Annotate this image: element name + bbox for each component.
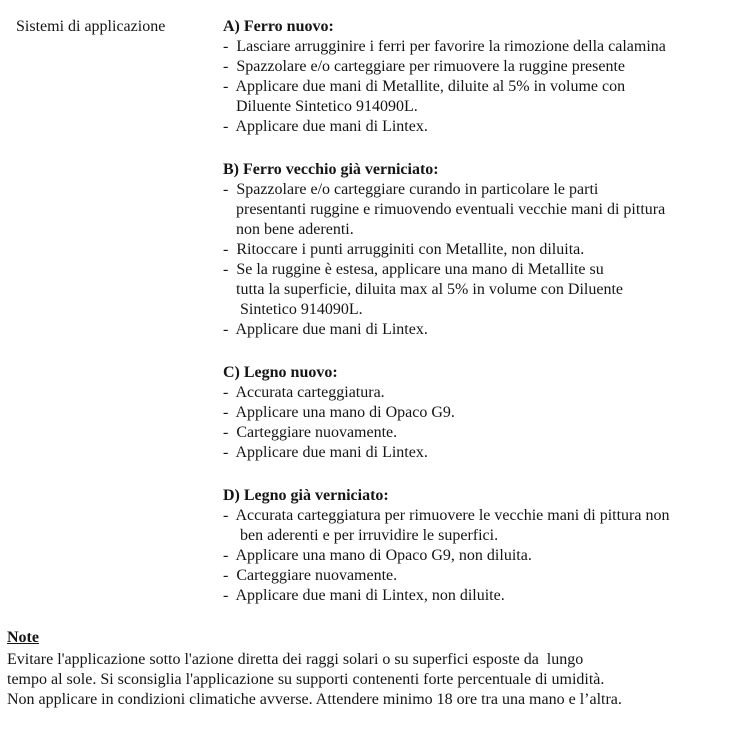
list-item: - Ritoccare i punti arrugginiti con Metallite, non diluita. (223, 241, 585, 258)
list-item: - Spazzolare e/o carteggiare curando in particolare le parti (223, 181, 599, 198)
list-item: - Accurata carteggiatura per rimuovere le vecchie mani di pittura non (223, 507, 670, 524)
list-item: - Applicare una mano di Opaco G9, non diluita. (223, 547, 532, 564)
list-item-continuation: tutta la superficie, diluita max al 5% in volume con Diluente (236, 281, 623, 298)
list-item-continuation: Sintetico 914090L. (236, 301, 363, 318)
list-item: - Spazzolare e/o carteggiare per rimuovere la ruggine presente (223, 58, 626, 75)
section-d (223, 486, 735, 606)
note-line-1: Evitare l'applicazione sotto l'azione diretta dei raggi solari o su superfici esposte da lungo (7, 651, 584, 668)
section-a (223, 17, 735, 137)
list-item: - Applicare due mani di Lintex. (223, 118, 428, 135)
list-item: - Applicare due mani di Lintex. (223, 321, 428, 338)
section-heading: B) Ferro vecchio già verniciato: (223, 161, 439, 178)
section-heading: A) Ferro nuovo: (223, 18, 334, 35)
section-b (223, 160, 735, 340)
section-c (223, 363, 735, 463)
list-item: - Applicare due mani di Lintex. (223, 444, 428, 461)
note-heading: Note (7, 629, 39, 646)
note-line-2: tempo al sole. Si sconsiglia l'applicazione su supporti contenenti forte percentuale di umidità. (7, 671, 605, 688)
list-item-continuation: non bene aderenti. (236, 221, 354, 238)
note-line-3: Non applicare in condizioni climatiche avverse. Attendere minimo 18 ore tra una mano e l’altra. (7, 691, 622, 708)
list-item: - Applicare due mani di Metallite, diluite al 5% in volume con (223, 78, 626, 95)
list-item: - Applicare due mani di Lintex, non diluite. (223, 587, 505, 604)
list-item: - Carteggiare nuovamente. (223, 424, 398, 441)
application-systems-label: Sistemi di applicazione (16, 18, 166, 35)
list-item: - Lasciare arrugginire i ferri per favorire la rimozione della calamina (223, 38, 666, 55)
list-item-continuation: ben aderenti e per irruvidire le superfici. (236, 527, 499, 544)
list-item: - Carteggiare nuovamente. (223, 567, 398, 584)
section-heading: D) Legno già verniciato: (223, 487, 389, 504)
list-item: - Applicare una mano di Opaco G9. (223, 404, 455, 421)
application-systems-content (223, 17, 735, 629)
note-section (7, 628, 733, 710)
list-item: - Accurata carteggiatura. (223, 384, 385, 401)
list-item: - Se la ruggine è estesa, applicare una mano di Metallite su (223, 261, 604, 278)
list-item-continuation: Diluente Sintetico 914090L. (236, 98, 418, 115)
list-item-continuation: presentanti ruggine e rimuovendo eventuali vecchie mani di pittura (236, 201, 666, 218)
section-heading: C) Legno nuovo: (223, 364, 338, 381)
